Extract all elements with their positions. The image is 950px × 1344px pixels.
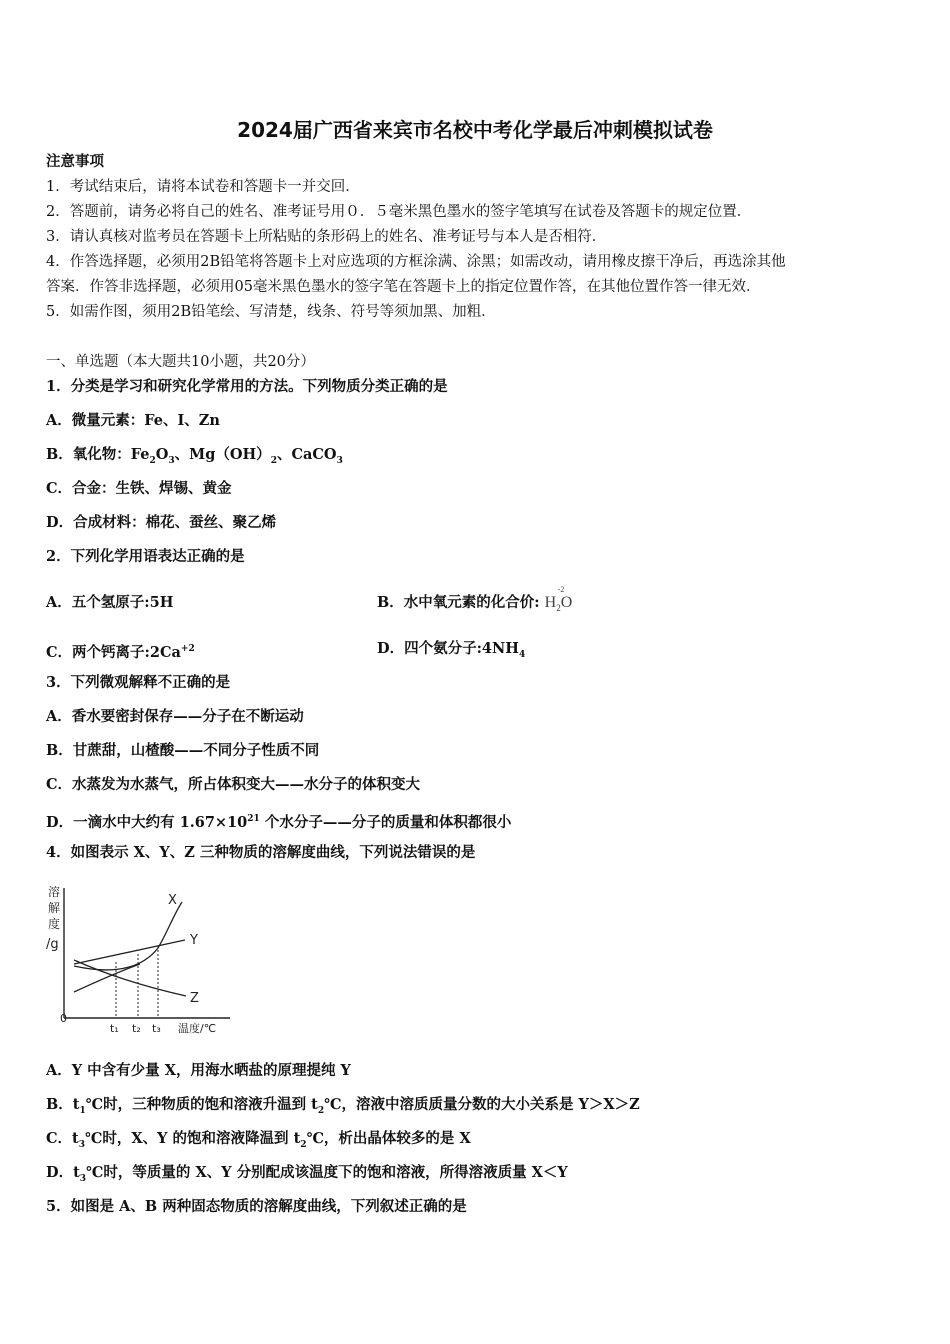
- q2-option-d: D．四个氨分子$:4NH_4$: [377, 640, 526, 660]
- page-title: 2024届广西省来宾市名校中考化学最后冲刺模拟试卷: [237, 118, 713, 142]
- x-axis-label: 温度/℃: [178, 1022, 217, 1035]
- notice-item: 答案．作答非选择题，必须用05毫米黑色墨水的签字笔在答题卡上的指定位置作答，在其他位置作答一律无效．: [46, 279, 761, 295]
- series-label-y: Y: [190, 933, 198, 948]
- q1-option-d: D．合成材料：棉花、蚕丝、聚乙烯: [46, 514, 277, 531]
- question-2-stem: 2．下列化学用语表达正确的是: [46, 548, 245, 565]
- question-3-stem: 3．下列微观解释不正确的是: [46, 674, 231, 691]
- q3-option-b: B．甘蔗甜，山楂酸——不同分子性质不同: [46, 742, 320, 759]
- q4-option-b: B．$t_1℃$时，三种物质的饱和溶液升温到 $t_2℃$，溶液中溶质质量分数的大小关系是 Y＞X＞Z: [46, 1096, 640, 1116]
- series-y-line: [74, 940, 185, 964]
- q1-option-c: C．合金：生铁、焊锡、黄金: [46, 480, 232, 497]
- x-tick-t1: t₁: [110, 1022, 119, 1035]
- x-tick-t2: t₂: [132, 1022, 141, 1035]
- series-x-line: [74, 902, 182, 970]
- origin-label: 0: [60, 1012, 67, 1025]
- q3-option-d: D．一滴水中大约有 $1.67\times 10^{21}$ 个水分子——分子的质量和体积都很小: [46, 813, 512, 831]
- question-5-stem: 5．如图是 A、B 两种固态物质的溶解度曲线，下列叙述正确的是: [46, 1198, 467, 1215]
- notice-item: 4．作答选择题，必须用2B铅笔将答题卡上对应选项的方框涂满、涂黑；如需改动，请用橡皮擦干净后，再选涂其他: [46, 254, 786, 270]
- y-axis-label-2: 解: [48, 901, 61, 915]
- q1-option-a: A．微量元素：Fe、I、Zn: [46, 412, 220, 429]
- series-label-x: X: [168, 893, 177, 908]
- notice-heading: 注意事项: [46, 153, 104, 170]
- y-axis-label-4: /g: [46, 937, 59, 952]
- q4-option-d: D．$t_3℃$时，等质量的 X、Y 分别配成该温度下的饱和溶液，所得溶液质量 X＜Y: [46, 1164, 568, 1184]
- question-1-stem: 1．分类是学习和研究化学常用的方法。下列物质分类正确的是: [46, 378, 448, 395]
- section-heading: 一、单选题（本大题共10小题，共20分）: [46, 354, 315, 370]
- q3-option-a: A．香水要密封保存——分子在不断运动: [46, 708, 304, 725]
- notice-item: 5．如需作图，须用2B铅笔绘、写清楚，线条、符号等须加黑、加粗．: [46, 304, 496, 320]
- q2-option-a: A．五个氢原子:5H: [46, 594, 174, 611]
- series-z-line: [74, 960, 186, 996]
- q2-option-b: B．水中氧元素的化合价: $H_2O$ -2: [377, 585, 573, 614]
- question-4-stem: 4．如图表示 X、Y、Z 三种物质的溶解度曲线，下列说法错误的是: [46, 844, 476, 861]
- q4-option-c: C．$t_3℃$时，X、Y 的饱和溶液降温到 $t_2℃$，析出晶体较多的是 X: [46, 1130, 471, 1150]
- series-label-z: Z: [190, 991, 199, 1006]
- x-tick-t3: t₃: [152, 1022, 161, 1035]
- y-axis-label-3: 度: [48, 917, 61, 931]
- q1-option-b: B．氧化物：$Fe_2O_3$、$Mg(OH)_2$、CaCO$_3$: [46, 446, 343, 466]
- notice-item: 1．考试结束后，请将本试卷和答题卡一并交回．: [46, 179, 360, 195]
- solubility-chart: [40, 876, 240, 1036]
- q4-option-a: A．Y 中含有少量 X，用海水晒盐的原理提纯 Y: [46, 1062, 351, 1079]
- notice-item: 2．答题前，请务必将自己的姓名、准考证号用０．５毫米黑色墨水的签字笔填写在试卷及答题卡的规定位置．: [46, 204, 752, 220]
- notice-item: 3．请认真核对监考员在答题卡上所粘贴的条形码上的姓名、准考证号与本人是否相符．: [46, 229, 607, 245]
- q2-option-c: C．两个钙离子$:2Ca^{+2}$: [46, 643, 195, 661]
- y-axis-label-1: 溶: [48, 885, 61, 899]
- q3-option-c: C．水蒸发为水蒸气，所占体积变大——水分子的体积变大: [46, 776, 421, 793]
